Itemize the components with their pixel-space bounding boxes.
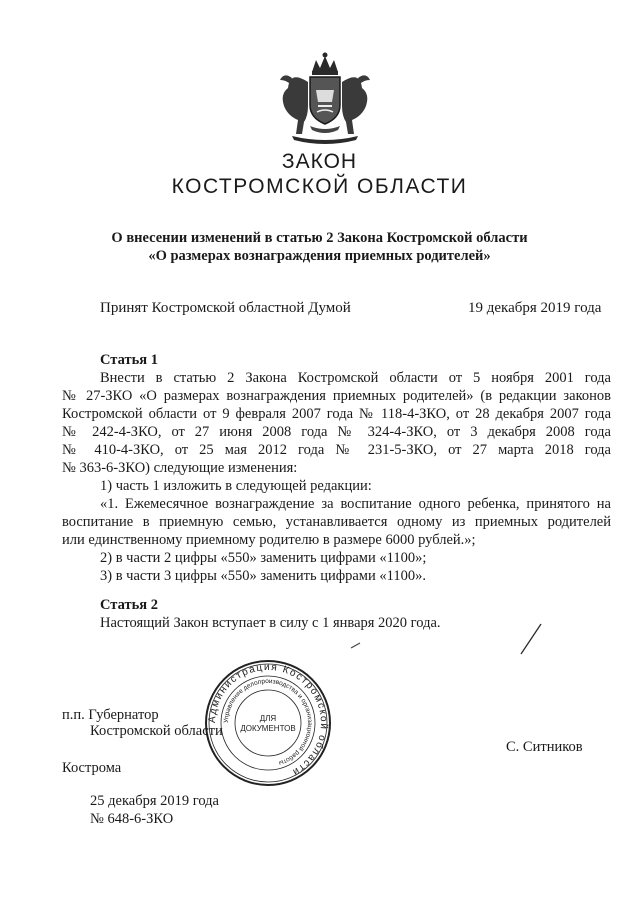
signature-mark — [515, 622, 545, 658]
signatory-title-line-1: п.п. Губернатор — [62, 707, 159, 723]
article-1-item-2: 2) в части 2 цифры «550» заменить цифрами «1100»; — [100, 550, 427, 566]
stamp-center-line-2: ДОКУМЕНТОВ — [240, 724, 296, 733]
signing-place: Кострома — [62, 760, 122, 776]
law-title-line-1: ЗАКОН — [281, 150, 358, 173]
article-2-text: Настоящий Закон вступает в силу с 1 января 2020 года. — [100, 615, 441, 631]
article-1-quote-line: или единственному приемному родителю в размере 6000 рублей.»; — [62, 532, 476, 548]
article-1-line: № 242-4-ЗКО, от 27 июня 2008 года № 324-4-ЗКО, от 3 декабря 2008 года — [62, 424, 611, 440]
signature-mark-small — [350, 640, 362, 650]
stamp-center-line-1: ДЛЯ — [259, 714, 277, 723]
adopted-by: Принят Костромской областной Думой — [100, 300, 351, 316]
adoption-date: 19 декабря 2019 года — [468, 300, 602, 316]
law-subject-line-2: «О размерах вознаграждения приемных родителей» — [148, 248, 491, 264]
article-2-heading: Статья 2 — [100, 597, 158, 613]
law-number: № 648-6-ЗКО — [90, 811, 174, 827]
article-1-line: № 410-4-ЗКО, от 25 мая 2012 года № 231-5-ЗКО, от 27 марта 2018 года — [62, 442, 611, 458]
coat-of-arms-emblem — [270, 50, 380, 146]
stamp-outer-text: Администрация Костромской области — [206, 661, 330, 778]
article-1-line: Внести в статью 2 Закона Костромской области от 5 ноября 2001 года — [100, 370, 611, 386]
signing-date: 25 декабря 2019 года — [90, 793, 219, 809]
article-1-item-3: 3) в части 3 цифры «550» заменить цифрами «1100». — [100, 568, 426, 584]
article-1-line: № 363-6-ЗКО) следующие изменения: — [62, 460, 298, 476]
article-1-quote-line: воспитание в приемную семью, устанавливается одному из приемных родителей — [62, 514, 611, 530]
article-1-heading: Статья 1 — [100, 352, 158, 368]
signatory-name: С. Ситников — [506, 739, 583, 755]
article-1-quote-line: «1. Ежемесячное вознаграждение за воспитание одного ребенка, принятого на — [100, 496, 611, 512]
article-1-line: № 27-ЗКО «О размерах вознаграждения приемных родителей» (в редакции законов — [62, 388, 611, 404]
signatory-title-line-2: Костромской области — [90, 723, 223, 739]
law-subject-line-1: О внесении изменений в статью 2 Закона Костромской области — [111, 230, 528, 246]
article-1-line: Костромской области от 9 февраля 2007 года № 118-4-ЗКО, от 28 декабря 2007 года — [62, 406, 611, 422]
stamp-inner-text: Управление делопроизводства и организационной работы — [222, 677, 314, 767]
law-title-line-2: КОСТРОМСКОЙ ОБЛАСТИ — [171, 175, 468, 198]
article-1-item-1: 1) часть 1 изложить в следующей редакции: — [100, 478, 372, 494]
